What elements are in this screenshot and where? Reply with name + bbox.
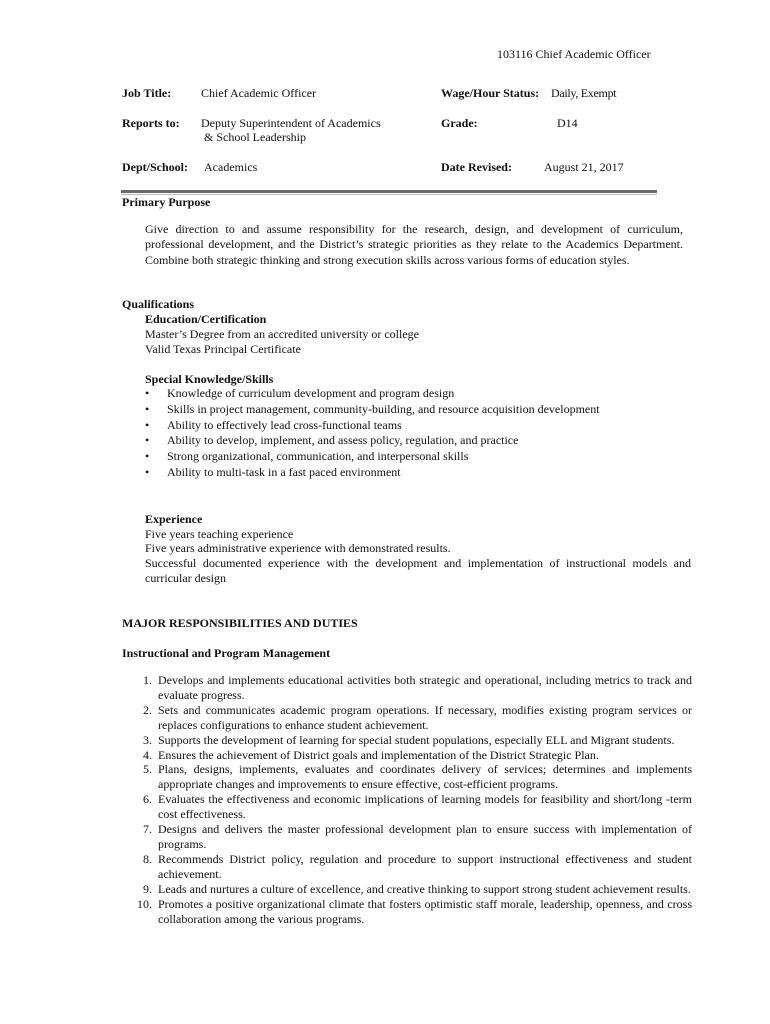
experience-item: Five years administrative experience with demonstrated results. [145, 541, 451, 555]
bullet-icon: • [145, 464, 150, 479]
bullet-icon: • [145, 433, 150, 448]
bullet-icon: • [145, 386, 150, 400]
primary-purpose-heading: Primary Purpose [122, 195, 211, 209]
education-heading: Education/Certification [145, 312, 267, 326]
dept-school-value: Academics [204, 160, 258, 174]
list-item: 1. Develops and implements educational activities both strategic and operational, including metrics to track and evaluate progress. [143, 673, 692, 702]
wage-status-label: Wage/Hour Status: [441, 86, 540, 100]
reports-to-value-line1: Deputy Superintendent of Academics [201, 116, 381, 130]
duties-list [121, 673, 692, 926]
reports-to-value-line2: & School Leadership [204, 130, 306, 144]
grade-label: Grade: [441, 116, 478, 130]
job-title-label: Job Title: [122, 86, 172, 100]
experience-paragraph: Successful documented experience with the development and implementation of instructional models and curricular design [145, 556, 691, 585]
education-item: Master’s Degree from an accredited university or college [145, 327, 419, 341]
qualifications-heading: Qualifications [122, 297, 195, 311]
list-item: 8. Recommends District policy, regulation and procedure to support instructional effectiveness and student achievement. [143, 851, 692, 881]
wage-status-value: Daily, Exempt [551, 86, 617, 100]
date-revised-value: August 21, 2017 [544, 160, 624, 174]
responsibilities-heading: MAJOR RESPONSIBILITIES AND DUTIES [122, 616, 358, 630]
skills-heading: Special Knowledge/Skills [145, 372, 274, 386]
list-item: • Strong organizational, communication, and interpersonal skills [145, 449, 469, 464]
list-item: 2. Sets and communicates academic program operations. If necessary, modifies existing program services or replaces configurations to enhance student achievement. [143, 702, 692, 732]
skills-list [145, 386, 600, 481]
list-item: • Knowledge of curriculum development and program design [145, 386, 455, 400]
education-item: Valid Texas Principal Certificate [145, 342, 301, 356]
list-item: 4. Ensures the achievement of District goals and implementation of the District Strategic Plan. [143, 747, 599, 762]
list-item: • Ability to multi-task in a fast paced environment [145, 464, 401, 479]
document-id: 103116 Chief Academic Officer [497, 47, 651, 61]
date-revised-label: Date Revised: [441, 160, 512, 174]
bullet-icon: • [145, 449, 150, 464]
list-item: 10. Promotes a positive organizational climate that fosters optimistic staff morale, leadership, openness, and cross collaboration among the various programs. [137, 896, 692, 926]
job-title-value: Chief Academic Officer [201, 86, 317, 100]
header-divider [121, 190, 657, 193]
primary-purpose-text: Give direction to and assume responsibility for the research, design, and development of curriculum, professional development, and the District’s strategic priorities as they relate to the Academics Department. Combine both strategic thinking and strong execution skills across various forms of education styles. [145, 222, 683, 267]
reports-to-label: Reports to: [122, 116, 180, 130]
list-item: 5. Plans, designs, implements, evaluates and coordinates delivery of services; determines and implements appropriate changes and improvements to ensure effective, cost-efficient programs. [143, 762, 692, 792]
responsibilities-subheading: Instructional and Program Management [122, 646, 331, 660]
list-item: 6. Evaluates the effectiveness and economic implications of learning models for feasibility and short/long -term cost effectiveness. [143, 792, 692, 822]
bullet-icon: • [145, 417, 150, 432]
list-item: • Ability to develop, implement, and assess policy, regulation, and practice [145, 433, 519, 448]
grade-value: D14 [557, 116, 578, 130]
experience-heading: Experience [145, 512, 203, 526]
list-item: 3. Supports the development of learning for special student populations, especially ELL and Migrant students. [143, 732, 675, 747]
list-item: 9. Leads and nurtures a culture of excellence, and creative thinking to support strong student achievement results. [143, 881, 691, 896]
dept-school-label: Dept/School: [122, 160, 188, 174]
list-item: • Skills in project management, community-building, and resource acquisition development [145, 401, 600, 416]
experience-item: Five years teaching experience [145, 527, 294, 541]
list-item: • Ability to effectively lead cross-functional teams [145, 417, 402, 432]
list-item: 7. Designs and delivers the master professional development plan to ensure success with implementation of programs. [143, 822, 692, 851]
bullet-icon: • [145, 401, 150, 416]
